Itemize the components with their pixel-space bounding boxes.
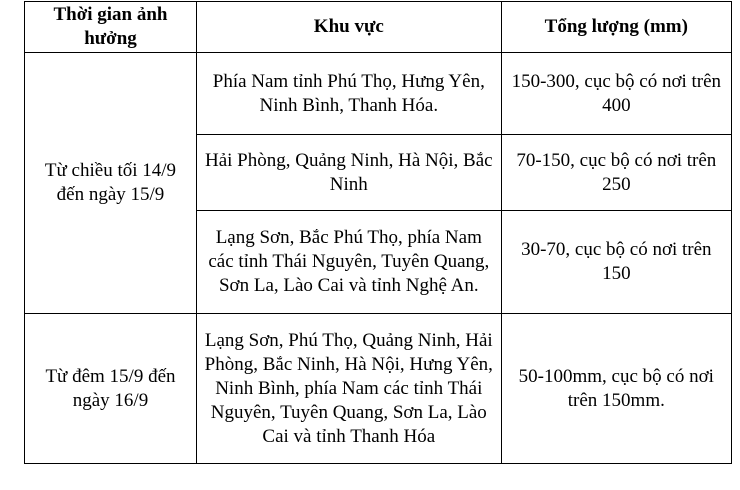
- table-row: [25, 53, 732, 135]
- area-cell: Lạng Sơn, Bắc Phú Thọ, phía Nam các tỉnh Thái Nguyên, Tuyên Quang, Sơn La, Lào Cai và tỉnh Nghệ An.: [196, 211, 501, 314]
- period-cell: Từ chiều tối 14/9 đến ngày 15/9: [25, 53, 197, 314]
- amount-cell: 30-70, cục bộ có nơi trên 150: [501, 211, 731, 314]
- area-cell: Lạng Sơn, Phú Thọ, Quảng Ninh, Hải Phòng, Bắc Ninh, Hà Nội, Hưng Yên, Ninh Bình, phía Nam các tỉnh Thái Nguyên, Tuyên Quang, Sơn La, Lào Cai và tỉnh Thanh Hóa: [196, 314, 501, 464]
- header-time: Thời gian ảnh hưởng: [25, 2, 197, 53]
- header-row: [25, 2, 732, 53]
- period-cell: Từ đêm 15/9 đến ngày 16/9: [25, 314, 197, 464]
- header-area: Khu vực: [196, 2, 501, 53]
- header-amount: Tổng lượng (mm): [501, 2, 731, 53]
- amount-cell: 150-300, cục bộ có nơi trên 400: [501, 53, 731, 135]
- table-row: [25, 314, 732, 464]
- area-cell: Phía Nam tỉnh Phú Thọ, Hưng Yên, Ninh Bình, Thanh Hóa.: [196, 53, 501, 135]
- rainfall-table: [24, 1, 732, 464]
- amount-cell: 50-100mm, cục bộ có nơi trên 150mm.: [501, 314, 731, 464]
- area-cell: Hải Phòng, Quảng Ninh, Hà Nội, Bắc Ninh: [196, 135, 501, 211]
- amount-cell: 70-150, cục bộ có nơi trên 250: [501, 135, 731, 211]
